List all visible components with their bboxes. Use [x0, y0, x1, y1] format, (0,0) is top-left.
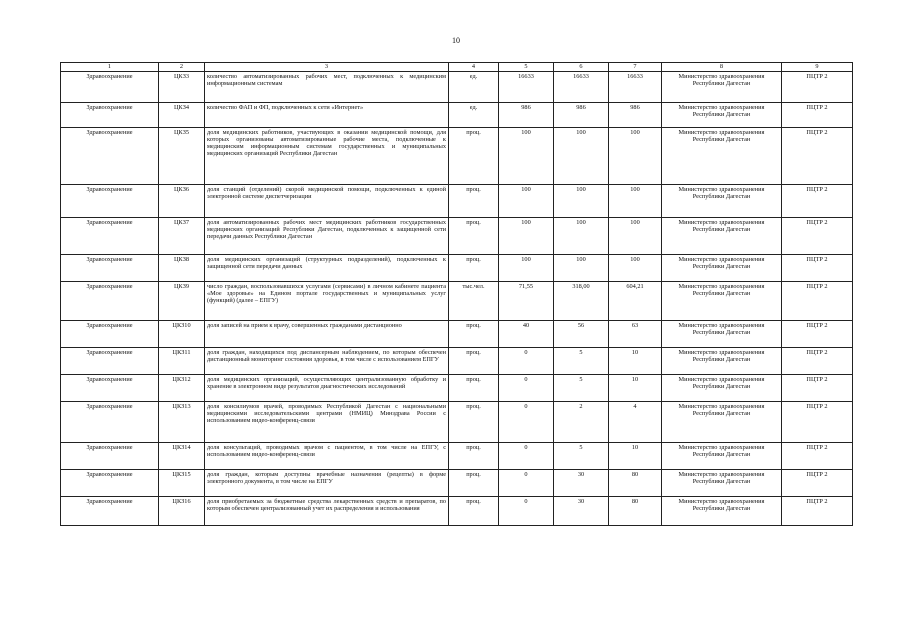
table-row: [61, 470, 853, 497]
column-header: 1: [61, 63, 159, 72]
value-cell: 100: [554, 128, 609, 185]
sector-cell: Здравоохранение: [61, 348, 159, 375]
program-cell: ПЦТР 2: [782, 402, 853, 443]
program-cell: ПЦТР 2: [782, 255, 853, 282]
indicator-cell: количество ФАП и ФП, подключенных к сети «Интернет»: [205, 103, 449, 128]
value-cell: 16633: [609, 72, 662, 103]
value-cell: 63: [609, 321, 662, 348]
indicator-cell: доля медицинских организаций (структурных подразделений), подключенных к защищенной сети передачи данных: [205, 255, 449, 282]
value-cell: 71,55: [499, 282, 554, 321]
value-cell: 100: [554, 185, 609, 218]
unit-cell: ед.: [449, 103, 499, 128]
value-cell: 0: [499, 375, 554, 402]
value-cell: 80: [609, 470, 662, 497]
indicators-table: [60, 62, 853, 526]
sector-cell: Здравоохранение: [61, 321, 159, 348]
table-row: [61, 103, 853, 128]
indicator-cell: доля медицинских организаций, осуществляющих централизованную обработку и хранение в электронном виде результатов диагностических исследований: [205, 375, 449, 402]
ministry-cell: Министерство здравоохранения Республики Дагестан: [662, 255, 782, 282]
sector-cell: Здравоохранение: [61, 497, 159, 526]
indicator-cell: доля станций (отделений) скорой медицинской помощи, подключенных к единой электронной системе диспетчеризации: [205, 185, 449, 218]
value-cell: 10: [609, 375, 662, 402]
ministry-cell: Министерство здравоохранения Республики Дагестан: [662, 443, 782, 470]
value-cell: 30: [554, 470, 609, 497]
value-cell: 100: [609, 185, 662, 218]
code-cell: ЦКЗ10: [159, 321, 205, 348]
program-cell: ПЦТР 2: [782, 218, 853, 255]
table-row: [61, 402, 853, 443]
indicator-cell: доля граждан, которым доступны врачебные назначения (рецепты) в форме электронного документа, в том числе на ЕПГУ: [205, 470, 449, 497]
unit-cell: тыс.чел.: [449, 282, 499, 321]
code-cell: ЦКЗ3: [159, 72, 205, 103]
unit-cell: проц.: [449, 348, 499, 375]
code-cell: ЦКЗ13: [159, 402, 205, 443]
column-header: 7: [609, 63, 662, 72]
table-row: [61, 282, 853, 321]
ministry-cell: Министерство здравоохранения Республики Дагестан: [662, 348, 782, 375]
program-cell: ПЦТР 2: [782, 375, 853, 402]
unit-cell: проц.: [449, 255, 499, 282]
value-cell: 4: [609, 402, 662, 443]
table-row: [61, 443, 853, 470]
sector-cell: Здравоохранение: [61, 218, 159, 255]
value-cell: 100: [609, 128, 662, 185]
code-cell: ЦКЗ6: [159, 185, 205, 218]
indicator-cell: доля граждан, находящихся под диспансерным наблюдением, по которым обеспечен дистанционный мониторинг состояния здоровья, в том числе с использованием ЕПГУ: [205, 348, 449, 375]
value-cell: 10: [609, 348, 662, 375]
sector-cell: Здравоохранение: [61, 72, 159, 103]
column-header: 9: [782, 63, 853, 72]
sector-cell: Здравоохранение: [61, 443, 159, 470]
code-cell: ЦКЗ11: [159, 348, 205, 375]
unit-cell: ед.: [449, 72, 499, 103]
program-cell: ПЦТР 2: [782, 348, 853, 375]
table-row: [61, 128, 853, 185]
code-cell: ЦКЗ5: [159, 128, 205, 185]
code-cell: ЦКЗ9: [159, 282, 205, 321]
unit-cell: проц.: [449, 497, 499, 526]
value-cell: 5: [554, 443, 609, 470]
ministry-cell: Министерство здравоохранения Республики Дагестан: [662, 128, 782, 185]
table-row: [61, 497, 853, 526]
table-row: [61, 255, 853, 282]
program-cell: ПЦТР 2: [782, 321, 853, 348]
value-cell: 100: [499, 255, 554, 282]
value-cell: 100: [609, 218, 662, 255]
unit-cell: проц.: [449, 218, 499, 255]
program-cell: ПЦТР 2: [782, 128, 853, 185]
value-cell: 0: [499, 443, 554, 470]
program-cell: ПЦТР 2: [782, 72, 853, 103]
code-cell: ЦКЗ15: [159, 470, 205, 497]
sector-cell: Здравоохранение: [61, 103, 159, 128]
value-cell: 0: [499, 402, 554, 443]
column-number-row: [61, 63, 853, 72]
value-cell: 100: [554, 255, 609, 282]
unit-cell: проц.: [449, 185, 499, 218]
indicator-cell: доля автоматизированных рабочих мест медицинских работников государственных медицинских организаций Республики Дагестан, подключенных к защищенной сети передачи данных Республики Дагестан: [205, 218, 449, 255]
value-cell: 986: [609, 103, 662, 128]
ministry-cell: Министерство здравоохранения Республики Дагестан: [662, 103, 782, 128]
ministry-cell: Министерство здравоохранения Республики Дагестан: [662, 402, 782, 443]
value-cell: 604,21: [609, 282, 662, 321]
code-cell: ЦКЗ8: [159, 255, 205, 282]
value-cell: 100: [554, 218, 609, 255]
program-cell: ПЦТР 2: [782, 282, 853, 321]
indicator-cell: доля консультаций, проводимых врачом с пациентом, в том числе на ЕПГУ, с использованием видео-конференц-связи: [205, 443, 449, 470]
table-row: [61, 375, 853, 402]
table-row: [61, 72, 853, 103]
program-cell: ПЦТР 2: [782, 443, 853, 470]
indicator-cell: доля приобретаемых за бюджетные средства лекарственных средств и препаратов, по которым обеспечен централизованный учет их распределения и использования: [205, 497, 449, 526]
value-cell: 5: [554, 375, 609, 402]
ministry-cell: Министерство здравоохранения Республики Дагестан: [662, 321, 782, 348]
value-cell: 100: [609, 255, 662, 282]
value-cell: 16633: [499, 72, 554, 103]
value-cell: 100: [499, 185, 554, 218]
unit-cell: проц.: [449, 375, 499, 402]
indicator-cell: доля консилиумов врачей, проводимых Республикой Дагестан с национальными медицинскими исследовательскими центрами (НМИЦ) Минздрава России с использованием видео-конференц-связи: [205, 402, 449, 443]
column-header: 4: [449, 63, 499, 72]
sector-cell: Здравоохранение: [61, 185, 159, 218]
unit-cell: проц.: [449, 402, 499, 443]
indicator-cell: доля медицинских работников, участвующих в оказании медицинской помощи, для которых организованы автоматизированные рабочие места, подключенные к медицинским информационным системам государственных и муниципальных медицинских организаций Республики Дагестан: [205, 128, 449, 185]
sector-cell: Здравоохранение: [61, 255, 159, 282]
indicator-cell: доля записей на прием к врачу, совершенных гражданами дистанционно: [205, 321, 449, 348]
ministry-cell: Министерство здравоохранения Республики Дагестан: [662, 72, 782, 103]
sector-cell: Здравоохранение: [61, 402, 159, 443]
program-cell: ПЦТР 2: [782, 497, 853, 526]
sector-cell: Здравоохранение: [61, 128, 159, 185]
value-cell: 0: [499, 470, 554, 497]
table-row: [61, 218, 853, 255]
ministry-cell: Министерство здравоохранения Республики Дагестан: [662, 497, 782, 526]
column-header: 2: [159, 63, 205, 72]
ministry-cell: Министерство здравоохранения Республики Дагестан: [662, 218, 782, 255]
indicator-cell: количество автоматизированных рабочих мест, подключенных к медицинским информационным системам: [205, 72, 449, 103]
value-cell: 40: [499, 321, 554, 348]
indicator-cell: число граждан, воспользовавшихся услугами (сервисами) в личном кабинете пациента «Мое здоровье» на Едином портале государственных и муниципальных услуг (функций) (далее – ЕПГУ): [205, 282, 449, 321]
unit-cell: проц.: [449, 443, 499, 470]
unit-cell: проц.: [449, 470, 499, 497]
sector-cell: Здравоохранение: [61, 470, 159, 497]
value-cell: 80: [609, 497, 662, 526]
program-cell: ПЦТР 2: [782, 103, 853, 128]
value-cell: 30: [554, 497, 609, 526]
program-cell: ПЦТР 2: [782, 185, 853, 218]
value-cell: 0: [499, 348, 554, 375]
ministry-cell: Министерство здравоохранения Республики Дагестан: [662, 282, 782, 321]
ministry-cell: Министерство здравоохранения Республики Дагестан: [662, 375, 782, 402]
column-header: 8: [662, 63, 782, 72]
table-row: [61, 348, 853, 375]
value-cell: 16633: [554, 72, 609, 103]
page-number: 10: [452, 36, 460, 45]
code-cell: ЦКЗ4: [159, 103, 205, 128]
value-cell: 100: [499, 218, 554, 255]
table-row: [61, 321, 853, 348]
table-row: [61, 185, 853, 218]
sector-cell: Здравоохранение: [61, 375, 159, 402]
value-cell: 56: [554, 321, 609, 348]
ministry-cell: Министерство здравоохранения Республики Дагестан: [662, 185, 782, 218]
value-cell: 5: [554, 348, 609, 375]
value-cell: 0: [499, 497, 554, 526]
unit-cell: проц.: [449, 321, 499, 348]
value-cell: 10: [609, 443, 662, 470]
value-cell: 2: [554, 402, 609, 443]
column-header: 3: [205, 63, 449, 72]
value-cell: 986: [499, 103, 554, 128]
program-cell: ПЦТР 2: [782, 470, 853, 497]
unit-cell: проц.: [449, 128, 499, 185]
column-header: 5: [499, 63, 554, 72]
code-cell: ЦКЗ7: [159, 218, 205, 255]
code-cell: ЦКЗ16: [159, 497, 205, 526]
code-cell: ЦКЗ14: [159, 443, 205, 470]
value-cell: 986: [554, 103, 609, 128]
column-header: 6: [554, 63, 609, 72]
code-cell: ЦКЗ12: [159, 375, 205, 402]
value-cell: 100: [499, 128, 554, 185]
value-cell: 318,00: [554, 282, 609, 321]
ministry-cell: Министерство здравоохранения Республики Дагестан: [662, 470, 782, 497]
sector-cell: Здравоохранение: [61, 282, 159, 321]
